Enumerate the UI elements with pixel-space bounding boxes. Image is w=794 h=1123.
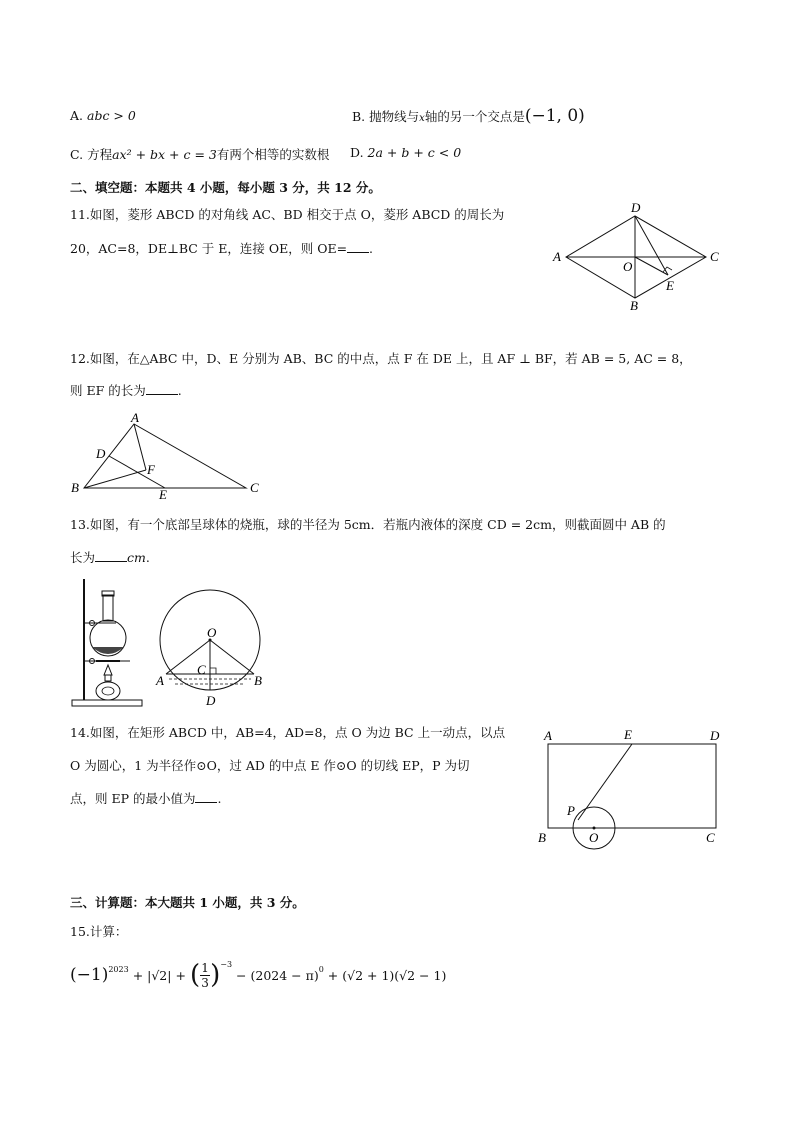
q13-text-line1: 13.如图，有一个底部呈球体的烧瓶，球的半径为 5cm．若瓶内液体的深度 CD = 2cm，则截面圆中 AB 的 [70, 517, 666, 532]
q13-text-line2: 长为 cm. [70, 550, 150, 565]
q14-text-line1: 14.如图，在矩形 ABCD 中，AB=4，AD=8，点 O 为边 BC 上一动点，以点 [70, 725, 506, 740]
q14-text-line2: O 为圆心，1 为半径作⊙O，过 AD 的中点 E 作⊙O 的切线 EP，P 为切 [70, 758, 470, 773]
q12-label-e: E [159, 487, 167, 502]
q15-expression: (−1) 2023 + |√2| + ( 1 3 ) −3 − (2024 − π) 0 + (√2 + 1)(√2 − 1) [70, 959, 447, 990]
q13-label-o: O [207, 625, 217, 640]
q14-answer-blank[interactable] [195, 790, 217, 803]
q13-label-c: C [197, 662, 206, 677]
q11-text-line1: 11.如图，菱形 ABCD 的对角线 AC、BD 相交于点 O，菱形 ABCD 的周长为 [70, 207, 505, 222]
q14-label-p: P [567, 803, 575, 818]
q14-label-b: B [538, 830, 546, 845]
q12-label-f: F [147, 462, 155, 477]
q15-prompt: 15.计算： [70, 924, 128, 939]
q13-label-d: D [206, 693, 216, 708]
section-2-heading: 二、填空题：本题共 4 小题，每小题 3 分，共 12 分。 [70, 180, 381, 195]
q12-triangle-figure [66, 410, 271, 502]
q11-rhombus-figure [548, 200, 728, 315]
q11-label-a: A [553, 249, 561, 264]
q11-label-d: D [631, 200, 641, 215]
q14-label-o: O [589, 830, 599, 845]
q14-label-d: D [710, 728, 720, 743]
q11-label-c: C [710, 249, 719, 264]
q11-text-line2: 20，AC=8，DE⊥BC 于 E，连接 OE，则 OE= . [70, 241, 374, 256]
q10-option-d: D. 2a + b + c < 0 [350, 145, 462, 160]
q11-label-o: O [623, 259, 633, 274]
q10-option-b: B. 抛物线与x轴的另一个交点是(−1, 0) [352, 106, 585, 126]
q11-label-e: E [666, 278, 674, 293]
q14-label-c: C [706, 830, 715, 845]
q14-rectangle-figure [534, 724, 729, 854]
q12-label-b: B [71, 480, 79, 495]
q14-label-e: E [624, 727, 632, 742]
q13-label-a: A [156, 673, 164, 688]
q11-answer-blank[interactable] [347, 240, 369, 253]
q13-label-b: B [254, 673, 262, 688]
q12-label-a: A [131, 410, 139, 425]
q12-label-c: C [250, 480, 259, 495]
q10-option-a: A. abc > 0 [70, 108, 136, 123]
q12-label-d: D [96, 446, 106, 461]
q11-label-b: B [630, 298, 638, 313]
q12-answer-blank[interactable] [146, 382, 178, 395]
q12-text-line1: 12.如图，在△ABC 中，D、E 分别为 AB、BC 的中点，点 F 在 DE 上，且 AF ⊥ BF，若 AB = 5, AC = 8， [70, 351, 692, 366]
q14-text-line3: 点，则 EP 的最小值为 . [70, 791, 222, 806]
q13-flask-apparatus-figure [70, 575, 148, 710]
q12-text-line2: 则 EF 的长为 . [70, 383, 182, 398]
q13-circle-section-figure [153, 578, 268, 710]
q13-answer-blank[interactable] [95, 549, 127, 562]
section-3-heading: 三、计算题：本大题共 1 小题，共 3 分。 [70, 895, 305, 910]
q14-label-a: A [544, 728, 552, 743]
q10-option-c: C. 方程ax² + bx + c = 3有两个相等的实数根 [70, 147, 330, 162]
